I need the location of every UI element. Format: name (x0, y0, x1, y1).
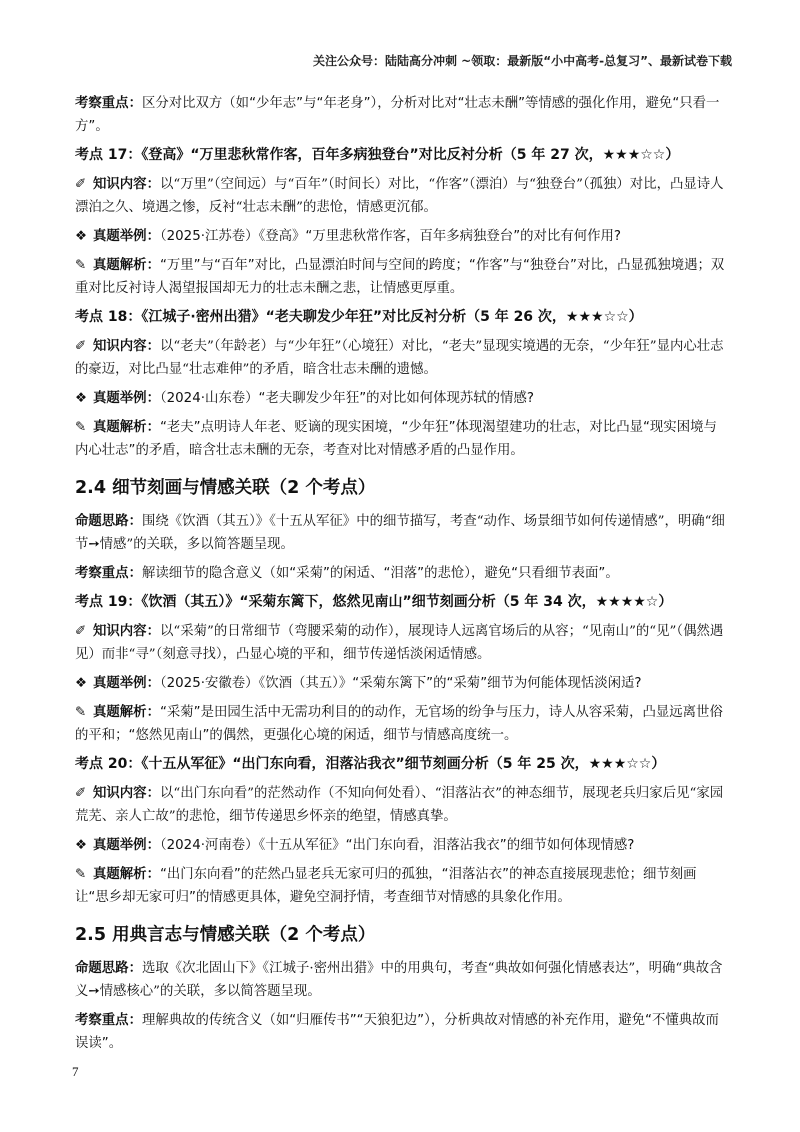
kaodian-18-analysis: ✎ 真题解析：“老夫”点明诗人年老、贬谪的现实困境，“少年狂”体现渴望建功的壮志，对比凸显“现实困境与内心壮志”的矛盾，暗含壮志未酬的无奈，考查对比对情感矛盾的凸显作用。 (75, 416, 727, 462)
kaodian-17-title: 考点 17：《登高》“万里悲秋常作客，百年多病独登台”对比反衬分析（5 年 27 次，★★★☆☆） (75, 147, 680, 163)
kaodian-17-example: ❖ 真题举例：（2025·江苏卷）《登高》“万里悲秋常作客，百年多病独登台”的对比有何作用? (75, 225, 727, 248)
diamond-icon: ❖ (75, 838, 88, 853)
diamond-icon: ❖ (75, 391, 88, 406)
pencil-icon: ✐ (75, 624, 87, 639)
kaodian-19-title: 考点 19：《饮酒（其五）》“采菊东篱下，悠然见南山”细节刻画分析（5 年 34 次，★★★★☆） (75, 594, 673, 610)
kaodian-17-analysis: ✎ 真题解析：“万里”与“百年”对比，凸显漂泊时间与空间的跨度；“作客”与“独登台”对比，凸显孤独境遇；双重对比反衬诗人渴望报国却无力的壮志未酬之悲，让情感更厚重。 (75, 254, 727, 300)
kaodian-20-content: ✐ 知识内容：以“出门东向看”的茫然动作（不知向何处看）、“泪落沾衣”的神态细节，展现老兵归家后见“家园荒芜、亲人亡故”的悲怆，细节传递思乡怀亲的绝望，情感真挚。 (75, 782, 727, 828)
kaodian-19-analysis: ✎ 真题解析：“采菊”是田园生活中无需功利目的的动作，无官场的纷争与压力，诗人从容采菊，凸显远离世俗的平和；“悠然见南山”的偶然，更强化心境的闲适，细节与情感高度统一。 (75, 701, 727, 747)
page-number: 7 (72, 1064, 79, 1079)
diamond-icon: ❖ (75, 676, 88, 691)
kaodian-19-content: ✐ 知识内容：以“采菊”的日常细节（弯腰采菊的动作），展现诗人远离官场后的从容；“见南山”的“见”（偶然遇见）而非“寻”（刻意寻找），凸显心境的平和，细节传递恬淡闲适情感。 (75, 620, 727, 666)
note-icon: ✎ (75, 705, 87, 720)
section-2-4-silu: 命题思路：围绕《饮酒（其五）》《十五从军征》中的细节描写，考查“动作、场景细节如何传递情感”，明确“细节➙情感”的关联，多以简答题呈现。 (75, 514, 725, 552)
kaodian-20-title: 考点 20：《十五从军征》“出门东向看，泪落沾我衣”细节刻画分析（5 年 25 次，★★★☆☆） (75, 756, 666, 772)
focus-paragraph: 考察重点：区分对比双方（如“少年志”与“年老身”），分析对比对“壮志未酬”等情感的强化作用，避免“只看一方”。 (75, 96, 720, 134)
section-2-4-focus: 考察重点：解读细节的隐含意义（如“采菊”的闲适、“泪落”的悲怆），避免“只看细节表面”。 (75, 566, 619, 581)
pencil-icon: ✐ (75, 339, 87, 354)
document-body (75, 92, 727, 1061)
focus-label: 考察重点 (75, 96, 129, 111)
section-2-5-title: 2.5 用典言志与情感关联（2 个考点） (75, 925, 376, 945)
kaodian-19-example: ❖ 真题举例：（2025·安徽卷）《饮酒（其五）》“采菊东篱下”的“采菊”细节为何能体现恬淡闲适? (75, 672, 727, 695)
section-2-5-focus: 考察重点：理解典故的传统含义（如“归雁传书”“天狼犯边”），分析典故对情感的补充作用，避免“不懂典故而误读”。 (75, 1013, 719, 1051)
note-icon: ✎ (75, 420, 87, 435)
page-header: 关注公众号：陆陆高分冲刺 ~领取：最新版“小中高考-总复习”、最新试卷下载 (313, 54, 732, 68)
pencil-icon: ✐ (75, 786, 87, 801)
note-icon: ✎ (75, 258, 87, 273)
kaodian-17-content: ✐ 知识内容：以“万里”（空间远）与“百年”（时间长）对比，“作客”（漂泊）与“独登台”（孤独）对比，凸显诗人漂泊之久、境遇之惨，反衬“壮志未酬”的悲怆，情感更沉郁。 (75, 173, 727, 219)
kaodian-20-analysis: ✎ 真题解析：“出门东向看”的茫然凸显老兵无家可归的孤独，“泪落沾衣”的神态直接展现悲怆；细节刻画让“思乡却无家可归”的情感更具体，避免空洞抒情，考查细节对情感的具象化作用。 (75, 863, 727, 909)
pencil-icon: ✐ (75, 177, 87, 192)
kaodian-18-example: ❖ 真题举例：（2024·山东卷）“老夫聊发少年狂”的对比如何体现苏轼的情感? (75, 387, 727, 410)
section-2-5-silu: 命题思路：选取《次北固山下》《江城子·密州出猎》中的用典句，考查“典故如何强化情感表达”，明确“典故含义➙情感核心”的关联，多以简答题呈现。 (75, 961, 723, 999)
section-2-4-title: 2.4 细节刻画与情感关联（2 个考点） (75, 478, 376, 498)
focus-text: 区分对比双方（如“少年志”与“年老身”），分析对比对“壮志未酬”等情感的强化作用，避免“只看一方”。 (75, 96, 720, 134)
note-icon: ✎ (75, 867, 87, 882)
diamond-icon: ❖ (75, 229, 88, 244)
kaodian-20-example: ❖ 真题举例：（2024·河南卷）《十五从军征》“出门东向看，泪落沾我衣”的细节如何体现情感? (75, 834, 727, 857)
kaodian-18-title: 考点 18：《江城子·密州出猎》“老夫聊发少年狂”对比反衬分析（5 年 26 次，★★★☆☆） (75, 309, 643, 325)
kaodian-18-content: ✐ 知识内容：以“老夫”（年龄老）与“少年狂”（心境狂）对比，“老夫”显现实境遇的无奈，“少年狂”显内心壮志的豪迈，对比凸显“壮志难伸”的矛盾，暗含壮志未酬的遗憾。 (75, 335, 727, 381)
